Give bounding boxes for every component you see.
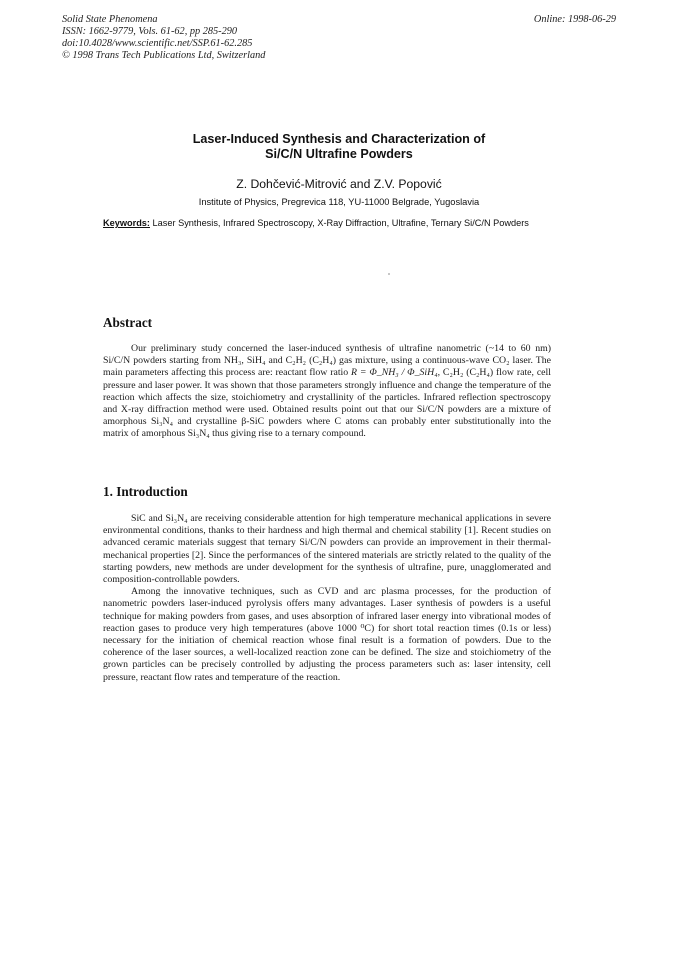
online-date: Online: 1998-06-29 xyxy=(533,14,616,25)
journal-info xyxy=(62,14,265,62)
intro-paragraph-1: SiC and Si₃N₄ are receiving considerable attention for high temperature mechanical applications in severe environmental conditions, thanks to their hardness and high thermal and chemical stability [1]. Recent studies on advanced ceramic materials suggest that ternary Si/C/N powders can provide an improvement in their thermal-mechanical properties [2]. Since the performances of the sintered materials are strictly related to the quality of the starting powders, new methods are under development for the synthesis of ultrafine, pure, unagglomerated and composition-controllable powders. xyxy=(103,513,551,586)
authors: Z. Dohčević-Mitrović and Z.V. Popović xyxy=(236,177,442,191)
abstract-paragraph xyxy=(103,343,551,441)
abstract-heading: Abstract xyxy=(103,315,153,330)
doi-line[interactable]: doi:10.4028/www.scientific.net/SSP.61-62.285 xyxy=(62,38,253,49)
journal-name: Solid State Phenomena xyxy=(62,14,158,25)
flow-ratio-formula: R = Φ_NH₃ / Φ_SiH₄ xyxy=(351,367,438,379)
scan-speck xyxy=(388,273,390,275)
title-line-1: Laser-Induced Synthesis and Characterization of xyxy=(192,132,486,146)
intro-paragraph-2: Among the innovative techniques, such as CVD and arc plasma processes, for the production of nanometric powders laser-induced pyrolysis offers many advantages. Laser synthesis of powders is a useful technique for making powders from gases, and uses absorption of infrared laser energy into vibrational modes of reaction gases to produce very high temperatures (above 1000 ⁰C) for short total reaction times (0.1s or less) necessary for the initiation of chemical reaction whose final result is a formation of powders. Due to the coherence of the laser sources, a well-localized reaction zone can be defined. The size and stoichiometry of the grown particles can be precisely controlled by adjusting the process parameters such as: laser intensity, cell pressure, reactant flow rates and temperature of the reaction. xyxy=(103,586,551,683)
keywords-list: Laser Synthesis, Infrared Spectroscopy, X-Ray Diffraction, Ultrafine, Ternary Si/C/N Powders xyxy=(152,218,529,228)
abstract-text-2: , C₂H₂ (C₂H₄) flow rate, cell pressure and laser power. It was shown that those parameters strongly influence and change the temperature of the reaction which affects the size, stoichiometry and crystallinity of the particles. Infrared reflection spectroscopy and X-ray diffraction method were used. Obtained results point out that our Si/C/N powders are a mixture of amorphous Si₃N₄ and crystalline β-SiC powders where C atoms can probably enter substitutionally into the matrix of amorphous Si₃N₄ thus giving rise to a ternary compound. xyxy=(103,367,551,440)
institute: Institute of Physics, Pregrevica 118, YU-11000 Belgrade, Yugoslavia xyxy=(198,197,480,207)
abstract-body xyxy=(103,343,551,441)
copyright-line: © 1998 Trans Tech Publications Ltd, Switzerland xyxy=(62,50,266,61)
introduction-body xyxy=(103,513,551,684)
issn-line: ISSN: 1662-9779, Vols. 61-62, pp 285-290 xyxy=(62,26,238,37)
keywords-label: Keywords: xyxy=(103,218,150,228)
paper-title xyxy=(0,132,678,162)
introduction-heading: 1. Introduction xyxy=(103,484,188,499)
title-line-2: Si/C/N Ultrafine Powders xyxy=(265,147,413,161)
keywords xyxy=(103,218,551,230)
abstract-text-1: Our preliminary study concerned the laser-induced synthesis of ultrafine nanometric (~14 to 60 nm) Si/C/N powders starting from NH₃, SiH₄ and C₂H₂ (C₂H₄) gas mixture, using a continuous-wave CO₂ laser. The main parameters affecting this process are: reactant flow ratio xyxy=(103,343,551,379)
